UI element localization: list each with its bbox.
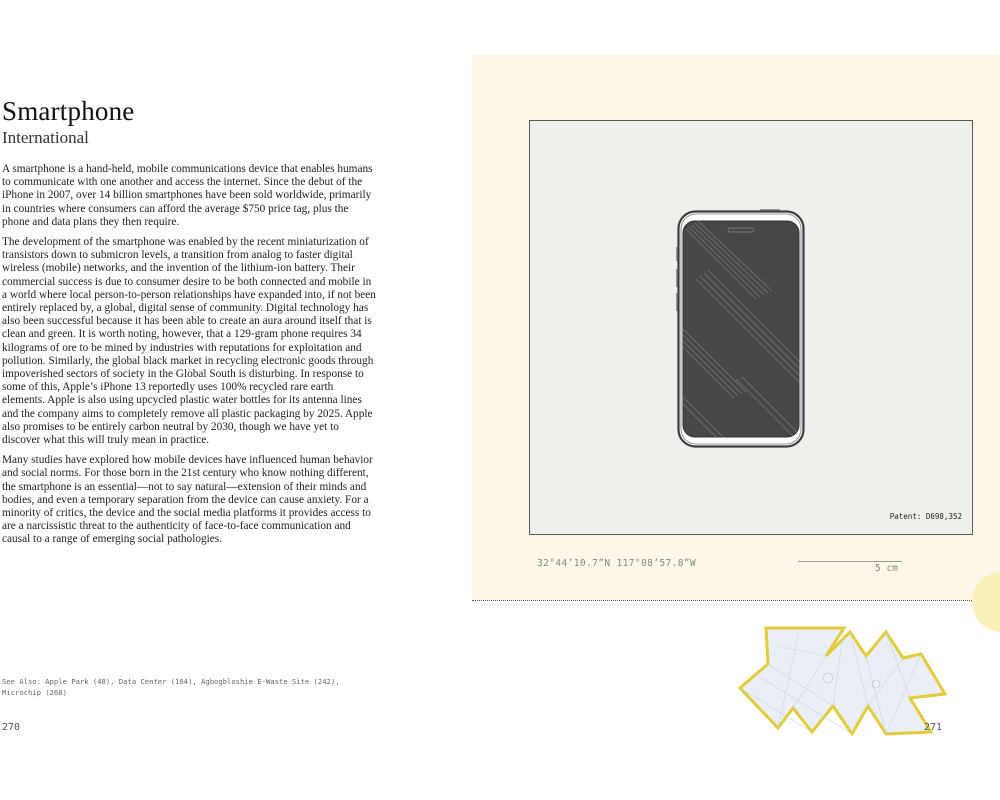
page-number-right: 271: [924, 722, 943, 733]
coordinates-label: 32°44’10.7”N 117°08’57.8”W: [537, 558, 697, 569]
paragraph-3: Many studies have explored how mobile devices have influenced human behavior and social norms. For those born in the 21st century who know nothing different, the smartphone is an essential—not to say natural—extension of their minds and bodies, and even a temporary separation from the device can cause anxiety. For a minority of critics, the device and the social media platforms it provides access to are a narcissistic threat to the authenticity of face-to-face communication and causal to a range of emerging social pathologies.: [2, 454, 373, 546]
patent-label: Patent: D698,352: [889, 512, 962, 521]
paragraph-1: A smartphone is a hand-held, mobile communications device that enables humans to communicate with one another and access the internet. Since the debut of the iPhone in 2007, over 14 billion smartphones have been sold worldwide, primarily in countries where consumers can afford the average $750 price tag, plus the phone and data plans they then require.: [2, 163, 373, 228]
see-also-note: See Also: Apple Park (48), Data Center (164), Agbogbloshie E-Waste Site (242), Microchip (268): [2, 677, 340, 697]
page-subtitle: International: [2, 128, 89, 147]
page-title: Smartphone: [2, 96, 135, 126]
dymaxion-map-icon: [738, 626, 948, 736]
section-divider: [472, 600, 972, 601]
smartphone-illustration: [676, 209, 806, 449]
scale-bar: [798, 561, 902, 562]
paragraph-2: The development of the smartphone was enabled by the recent miniaturization of transistors down to submicron levels, a transition from analog to faster digital wireless (mobile) networks, and the invention of the lithium-ion battery. Their commercial success is due to consumer desire to be both connected and mobile in a world where local person-to-person relationships have expanded into, if not been entirely replaced by, a global, digital sense of community. Digital technology has also been successful because it has been able to create an aura around itself that is clean and green. It is worth noting, however, that a 129-gram phone requires 34 kilograms of ore to be mined by industries with reputations for exploitation and pollution. Similarly, the global black market in recycling electronic goods through impoverished sectors of society in the Global South is disturbing. In response to some of this, Apple’s iPhone 13 reportedly uses 100% recycled rare earth elements. Apple is also using upcycled plastic water bottles for its antenna lines and the company aims to completely remove all plastic packaging by 2025. Apple also promises to be entirely carbon neutral by 2030, though we have yet to discover what this will truly mean in practice.: [2, 236, 376, 447]
illustration-frame: [529, 120, 973, 535]
page-number-left: 270: [2, 722, 21, 733]
article-body: [2, 163, 377, 554]
scale-label: 5 cm: [875, 563, 898, 574]
